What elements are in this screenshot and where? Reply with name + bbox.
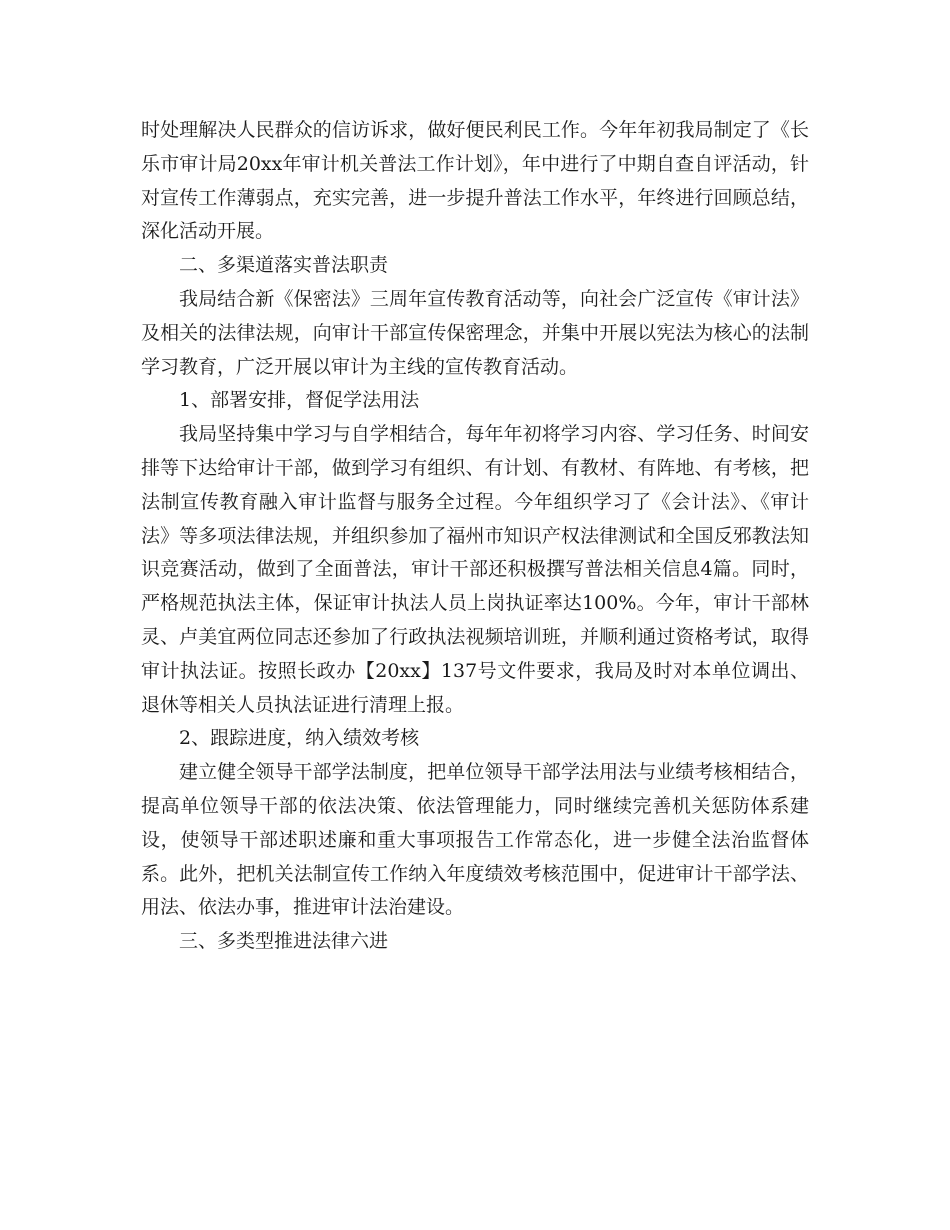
subsection-heading: 1、部署安排，督促学法用法	[179, 389, 420, 412]
paragraph: 建立健全领导干部学法制度，把单位领导干部学法用法与业绩考核相结合，提高单位领导干部的依法决策、依法管理能力，同时继续完善机关惩防体系建设，使领导干部述职述廉和重大事项报告工作常态化，进一步健全法治监督体系。此外，把机关法制宣传工作纳入年度绩效考核范围中，促进审计干部学法、用法、依法办事，推进审计法治建设。	[141, 761, 809, 919]
section-heading: 三、多类型推进法律六进	[179, 930, 389, 953]
paragraph: 我局结合新《保密法》三周年宣传教育活动等，向社会广泛宣传《审计法》及相关的法律法规，向审计干部宣传保密理念，并集中开展以宪法为核心的法制学习教育，广泛开展以审计为主线的宣传教育活动。	[141, 287, 809, 378]
paragraph: 我局坚持集中学习与自学相结合，每年年初将学习内容、学习任务、时间安排等下达给审计干部，做到学习有组织、有计划、有教材、有阵地、有考核，把法制宣传教育融入审计监督与服务全过程。今年组织学习了《会计法》、《审计法》等多项法律法规，并组织参加了福州市知识产权法律测试和全国反邪教法知识竞赛活动，做到了全面普法，审计干部还积极撰写普法相关信息4篇。同时，严格规范执法主体，保证审计执法人员上岗执证率达100%。今年，审计干部林灵、卢美宜两位同志还参加了行政执法视频培训班，并顺利通过资格考试，取得审计执法证。按照长政办【20xx】137号文件要求，我局及时对本单位调出、退休等相关人员执法证进行清理上报。	[141, 423, 809, 716]
subsection-heading: 2、跟踪进度，纳入绩效考核	[179, 727, 420, 750]
document-body	[141, 114, 809, 959]
section-heading: 二、多渠道落实普法职责	[179, 254, 389, 277]
paragraph: 时处理解决人民群众的信访诉求，做好便民利民工作。今年年初我局制定了《长乐市审计局20xx年审计机关普法工作计划》，年中进行了中期自查自评活动，针对宣传工作薄弱点，充实完善，进一步提升普法工作水平，年终进行回顾总结，深化活动开展。	[141, 119, 809, 243]
